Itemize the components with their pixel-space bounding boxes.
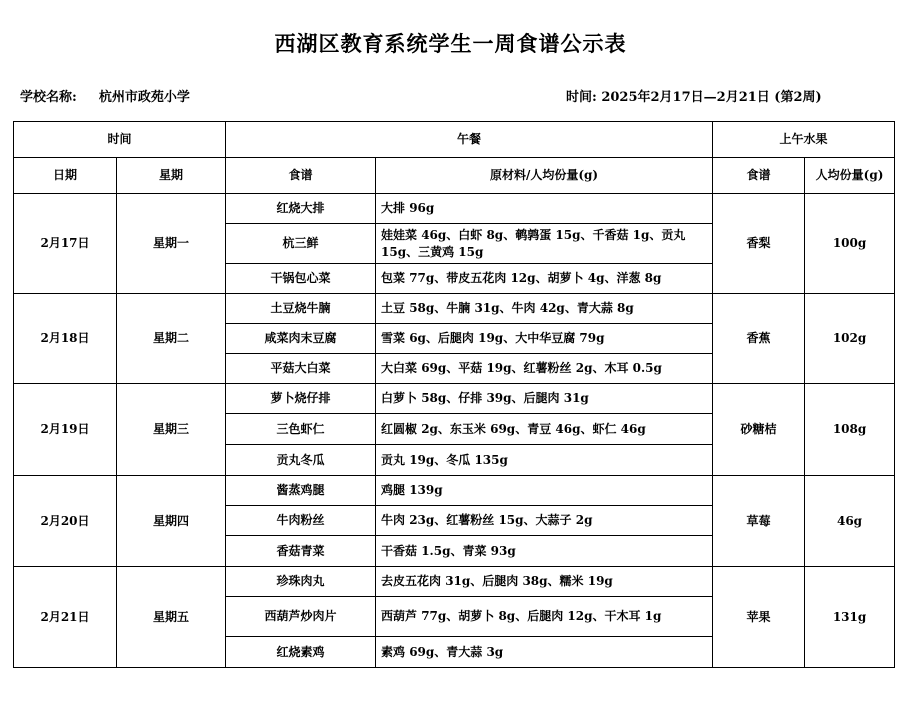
day-weekday: 星期四	[117, 476, 226, 567]
dish-name: 西葫芦炒肉片	[226, 597, 376, 637]
period-info: 时间: 2025年2月17日—2月21日 (第2周)	[566, 90, 822, 105]
dish-ingredients: 大白菜 69g、平菇 19g、红薯粉丝 2g、木耳 0.5g	[376, 354, 713, 384]
day-weekday: 星期三	[117, 384, 226, 476]
dish-name: 平菇大白菜	[226, 354, 376, 384]
fruit-name: 香蕉	[713, 294, 805, 384]
menu-table	[13, 121, 895, 668]
fruit-name: 砂糖桔	[713, 384, 805, 476]
day-weekday: 星期五	[117, 567, 226, 668]
fruit-portion: 131g	[805, 567, 895, 668]
menu-table-body	[14, 122, 895, 668]
table-row	[14, 567, 895, 597]
dish-name: 红烧大排	[226, 194, 376, 224]
fruit-portion: 102g	[805, 294, 895, 384]
dish-ingredients: 大排 96g	[376, 194, 713, 224]
fruit-name: 草莓	[713, 476, 805, 567]
header-lunch: 午餐	[226, 122, 713, 158]
dish-name: 贡丸冬瓜	[226, 445, 376, 476]
fruit-portion: 46g	[805, 476, 895, 567]
header-row-columns	[14, 158, 895, 194]
dish-ingredients: 土豆 58g、牛腩 31g、牛肉 42g、青大蒜 8g	[376, 294, 713, 324]
school-label: 学校名称:	[20, 90, 77, 105]
dish-name: 三色虾仁	[226, 414, 376, 445]
dish-ingredients: 牛肉 23g、红薯粉丝 15g、大蒜子 2g	[376, 506, 713, 536]
header-row-group	[14, 122, 895, 158]
table-row	[14, 194, 895, 224]
table-row	[14, 476, 895, 506]
header-weekday: 星期	[117, 158, 226, 194]
day-date: 2月17日	[14, 194, 117, 294]
day-date: 2月19日	[14, 384, 117, 476]
dish-ingredients: 去皮五花肉 31g、后腿肉 38g、糯米 19g	[376, 567, 713, 597]
dish-name: 萝卜烧仔排	[226, 384, 376, 414]
fruit-portion: 100g	[805, 194, 895, 294]
day-weekday: 星期一	[117, 194, 226, 294]
table-row	[14, 384, 895, 414]
header-time: 时间	[14, 122, 226, 158]
header-fruit: 上午水果	[713, 122, 895, 158]
fruit-name: 香梨	[713, 194, 805, 294]
dish-ingredients: 贡丸 19g、冬瓜 135g	[376, 445, 713, 476]
dish-name: 杭三鲜	[226, 224, 376, 264]
header-fruit-portion: 人均份量(g)	[805, 158, 895, 194]
school-name: 杭州市政苑小学	[98, 90, 190, 105]
day-weekday: 星期二	[117, 294, 226, 384]
header-fruit-recipe: 食谱	[713, 158, 805, 194]
header-recipe: 食谱	[226, 158, 376, 194]
school-info	[20, 86, 190, 105]
dish-ingredients: 西葫芦 77g、胡萝卜 8g、后腿肉 12g、干木耳 1g	[376, 597, 713, 637]
dish-name: 香菇青菜	[226, 536, 376, 567]
table-row	[14, 294, 895, 324]
dish-name: 干锅包心菜	[226, 264, 376, 294]
dish-ingredients: 干香菇 1.5g、青菜 93g	[376, 536, 713, 567]
header-ingredients: 原材料/人均份量(g)	[376, 158, 713, 194]
dish-ingredients: 白萝卜 58g、仔排 39g、后腿肉 31g	[376, 384, 713, 414]
day-date: 2月20日	[14, 476, 117, 567]
dish-name: 酱蒸鸡腿	[226, 476, 376, 506]
dish-name: 珍珠肉丸	[226, 567, 376, 597]
dish-name: 牛肉粉丝	[226, 506, 376, 536]
fruit-portion: 108g	[805, 384, 895, 476]
day-date: 2月21日	[14, 567, 117, 668]
dish-name: 土豆烧牛腩	[226, 294, 376, 324]
dish-ingredients: 鸡腿 139g	[376, 476, 713, 506]
dish-name: 红烧素鸡	[226, 637, 376, 668]
dish-ingredients: 娃娃菜 46g、白虾 8g、鹌鹑蛋 15g、千香菇 1g、贡丸 15g、三黄鸡 15g	[376, 224, 713, 264]
dish-name: 咸菜肉末豆腐	[226, 324, 376, 354]
dish-ingredients: 雪菜 6g、后腿肉 19g、大中华豆腐 79g	[376, 324, 713, 354]
page-title: 西湖区教育系统学生一周食谱公示表	[274, 31, 627, 56]
dish-ingredients: 包菜 77g、带皮五花肉 12g、胡萝卜 4g、洋葱 8g	[376, 264, 713, 294]
dish-ingredients: 素鸡 69g、青大蒜 3g	[376, 637, 713, 668]
day-date: 2月18日	[14, 294, 117, 384]
fruit-name: 苹果	[713, 567, 805, 668]
dish-ingredients: 红圆椒 2g、东玉米 69g、青豆 46g、虾仁 46g	[376, 414, 713, 445]
header-date: 日期	[14, 158, 117, 194]
